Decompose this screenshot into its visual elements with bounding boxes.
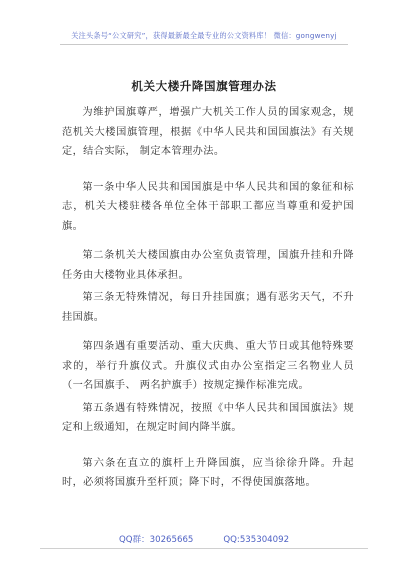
header-promo-note: 关注头条号“公文研究”，获得最新最全最专业的公文资料库！ 微信：gongwenyj <box>71 31 337 40</box>
paragraph-article-1: 第一条中华人民共和国国旗是中华人民共和国的象征和标志，机关大楼驻楼各单位全体干部职工都应当尊重和爱护国旗。 <box>62 181 354 232</box>
paragraph-article-2: 第二条机关大楼国旗由办公室负责管理，国旗升挂和升降任务由大楼物业具体承担。 <box>62 250 354 281</box>
footer-qq: QQ:535304092 <box>223 535 290 545</box>
document-body <box>62 103 354 493</box>
footer-qq-group: QQ群：30265665 <box>118 535 194 545</box>
footer-divider <box>40 548 368 549</box>
paragraph-article-6: 第六条在直立的旗杆上升降国旗，应当徐徐升降。升起时，必须将国旗升至杆顶；降下时，不得使国旗落地。 <box>62 457 354 488</box>
document-title: 机关大楼升降国旗管理办法 <box>131 79 277 93</box>
paragraph-article-3: 第三条无特殊情况，每日升挂国旗；遇有恶劣天气，不升挂国旗。 <box>62 292 354 323</box>
paragraph-article-5: 第五条遇有特殊情况，按照《中华人民共和国国旗法》规定和上级通知，在规定时间内降半旗。 <box>62 402 354 433</box>
header-divider <box>60 44 348 45</box>
paragraph-preamble: 为维护国旗尊严，增强广大机关工作人员的国家观念，规范机关大楼国旗管理，根据《中华人民共和国国旗法》有关规定，结合实际， 制定本管理办法。 <box>62 107 354 157</box>
footer-contact <box>0 533 408 545</box>
paragraph-article-4: 第四条遇有重要活动、重大庆典、重大节日或其他特殊要求的，举行升旗仪式。升旗仪式由办公室指定三名物业人员（一名国旗手、 两名护旗手）按规定操作标准完成。 <box>62 341 354 391</box>
